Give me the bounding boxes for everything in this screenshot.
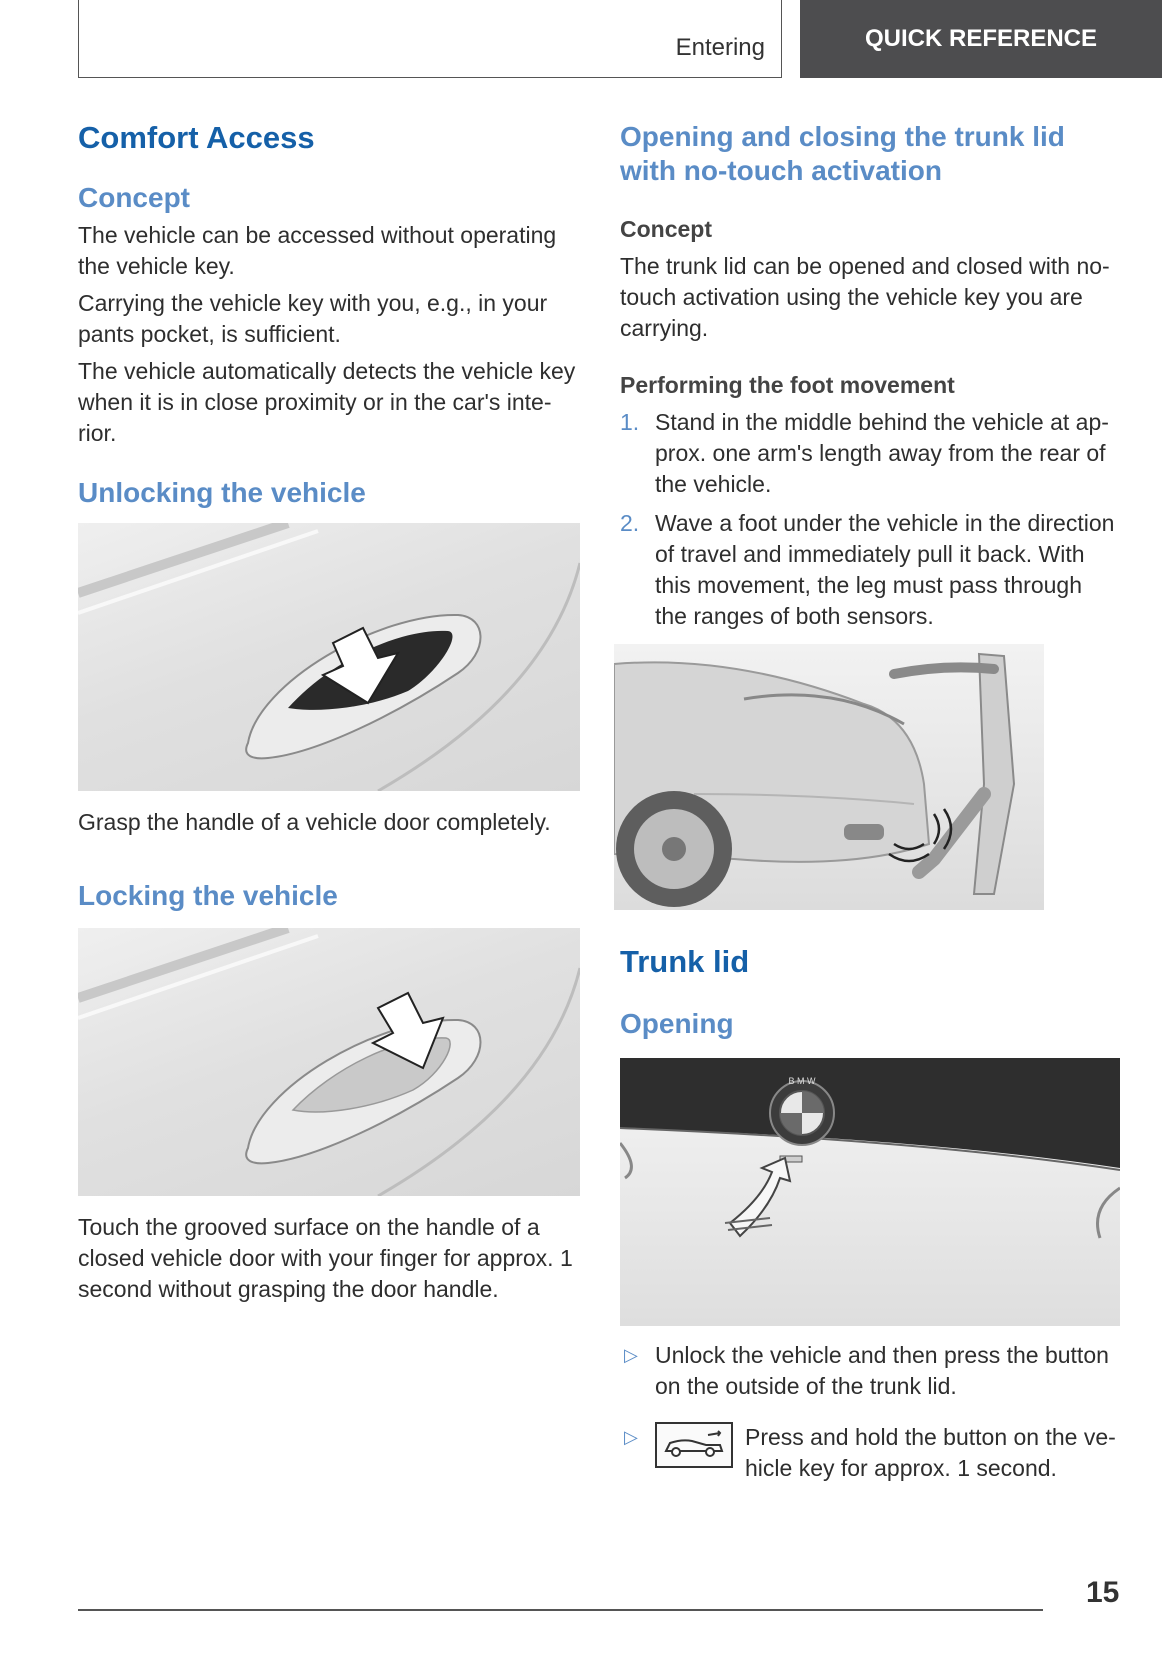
foot-movement-heading: Performing the foot movement <box>620 372 955 398</box>
step-item: 2. Wave a foot under the vehicle in the direction of travel and immediately pull it back. With this movement, the leg must pass through the ranges of both sensors. <box>620 510 1115 629</box>
trunk-concept-text: The trunk lid can be opened and closed with no-touch activation using the vehicle key you are carrying. <box>620 253 1110 341</box>
bullet-item: ▷ Unlock the vehicle and then press the button on the outside of the trunk lid. <box>624 1342 1109 1399</box>
trunk-concept-subheading: Concept <box>620 216 712 242</box>
footer-rule <box>78 1609 1043 1611</box>
concept-paragraph-3: The vehicle automatically detects the vehicle key when it is in close proximity or in the car's interior. <box>78 358 576 446</box>
opening-heading: Opening <box>620 1008 734 1039</box>
header-section-title: Entering <box>675 34 765 61</box>
trunk-lid-title: Trunk lid <box>620 944 750 979</box>
trunk-no-touch-heading: Opening and closing the trunk lid with no-touch activation <box>620 121 1065 186</box>
page-number: 15 <box>1086 1576 1120 1609</box>
bullet-item: ▷ Press and hold the button on the vehicle key for approx. 1 second. <box>624 1424 1116 1481</box>
car-trunk-key-button-icon <box>655 1422 733 1468</box>
unlocking-caption: Grasp the handle of a vehicle door completely. <box>78 809 551 835</box>
header-box <box>78 0 782 78</box>
foot-movement-image <box>614 644 1044 910</box>
locking-door-handle-image <box>78 928 580 1196</box>
bmw-badge-text: B M W <box>788 1076 816 1086</box>
unlocking-heading: Unlocking the vehicle <box>78 477 366 508</box>
unlocking-door-handle-image <box>78 523 580 791</box>
header-tab: QUICK REFERENCE <box>800 0 1162 78</box>
concept-paragraph-2: Carrying the vehicle key with you, e.g., in your pants pocket, is sufficient. <box>78 290 548 347</box>
left-column <box>78 120 580 1305</box>
locking-heading: Locking the vehicle <box>78 880 338 911</box>
trunk-button-image <box>620 1058 1120 1326</box>
right-column <box>620 120 1120 1484</box>
triangle-bullet-icon: ▷ <box>624 1345 638 1365</box>
concept-paragraph-1: The vehicle can be accessed without operating the vehicle key. <box>78 222 557 279</box>
comfort-access-title: Comfort Access <box>78 120 315 155</box>
triangle-bullet-icon: ▷ <box>624 1427 638 1447</box>
concept-heading: Concept <box>78 182 190 213</box>
locking-caption: Touch the grooved surface on the handle of a closed vehicle door with your finger for approx. 1 second without grasping the door handle. <box>78 1214 573 1302</box>
step-item: 1. Stand in the middle behind the vehicle at approx. one arm's length away from the rear of the vehicle. <box>620 409 1109 497</box>
foot-movement-steps <box>620 407 1120 632</box>
